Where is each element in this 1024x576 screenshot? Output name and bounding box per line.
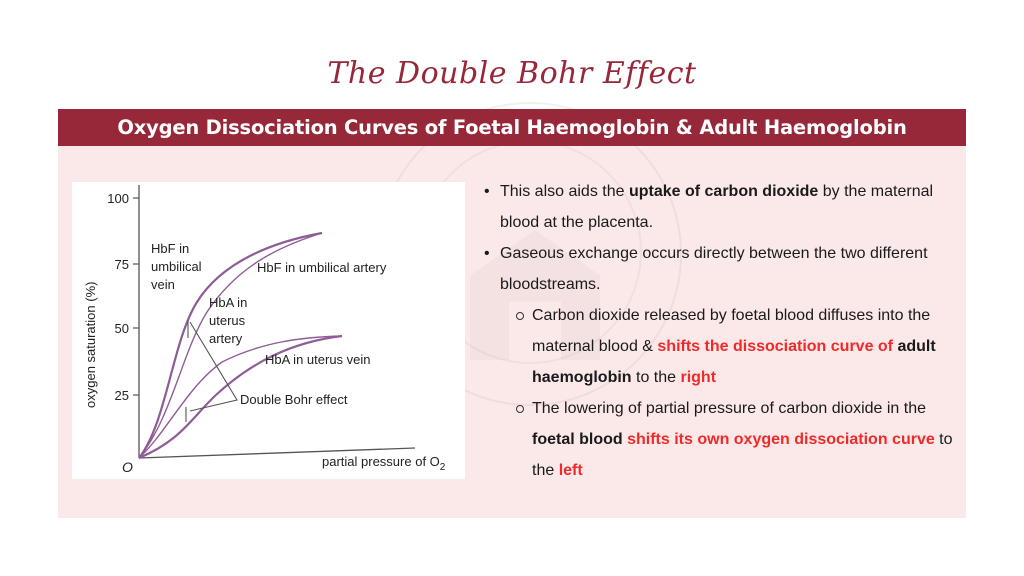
label-hba-artery-3: artery	[209, 331, 243, 346]
bullet-gaseous-exchange	[478, 238, 958, 300]
bullet-co2-uptake	[478, 176, 958, 238]
subbullet-shift-left	[478, 393, 958, 486]
y-axis-label: oxygen saturation (%)	[83, 281, 98, 408]
label-hbf-vein-2: umbilical	[151, 259, 202, 274]
slide-title: The Double Bohr Effect	[327, 56, 697, 91]
text-run: The lowering of partial pressure of carbon dioxide in the	[532, 400, 926, 417]
text-run: This also aids the	[500, 183, 629, 200]
text-run: Carbon dioxide released by foetal blood diffuses into the maternal blood &	[532, 307, 931, 355]
label-hbf-artery: HbF in umbilical artery	[257, 260, 387, 275]
label-double-bohr: Double Bohr effect	[240, 392, 348, 407]
label-hbf-vein-3: vein	[151, 277, 175, 292]
bold-phrase: uptake of carbon dioxide	[628, 183, 819, 200]
text-run: Gaseous exchange occurs directly between the two different bloodstreams.	[500, 245, 928, 293]
subbullet-shift-right	[478, 300, 958, 393]
y-tick-50: 50	[114, 321, 129, 336]
y-tick-75: 75	[114, 257, 129, 272]
label-hbf-vein-1: HbF in	[151, 241, 190, 256]
label-hba-artery-1: HbA in	[209, 295, 248, 310]
origin-label: O	[122, 459, 133, 475]
highlight-phrase: shifts the dissociation curve of	[657, 338, 894, 355]
text-run: by the maternal blood at the placenta.	[500, 183, 934, 231]
y-tick-100: 100	[107, 191, 129, 206]
highlight-phrase: shifts its own oxygen dissociation curve	[627, 431, 935, 448]
x-axis-label: partial pressure of $O_2$	[322, 454, 446, 473]
bullet-content	[478, 176, 958, 486]
label-hba-artery-2: uterus	[209, 313, 246, 328]
text-run: to the	[631, 369, 681, 386]
bold-phrase: adult haemoglobin	[532, 338, 936, 386]
section-banner: Oxygen Dissociation Curves of Foetal Haemoglobin & Adult Haemoglobin	[58, 109, 966, 146]
highlight-phrase: right	[680, 369, 717, 386]
dissociation-curve-figure	[72, 182, 465, 479]
highlight-phrase: left	[558, 462, 583, 479]
text-run: to the	[532, 431, 953, 479]
y-tick-25: 25	[114, 388, 129, 403]
bold-phrase: foetal blood	[532, 431, 623, 448]
label-hba-vein: HbA in uterus vein	[265, 352, 371, 367]
